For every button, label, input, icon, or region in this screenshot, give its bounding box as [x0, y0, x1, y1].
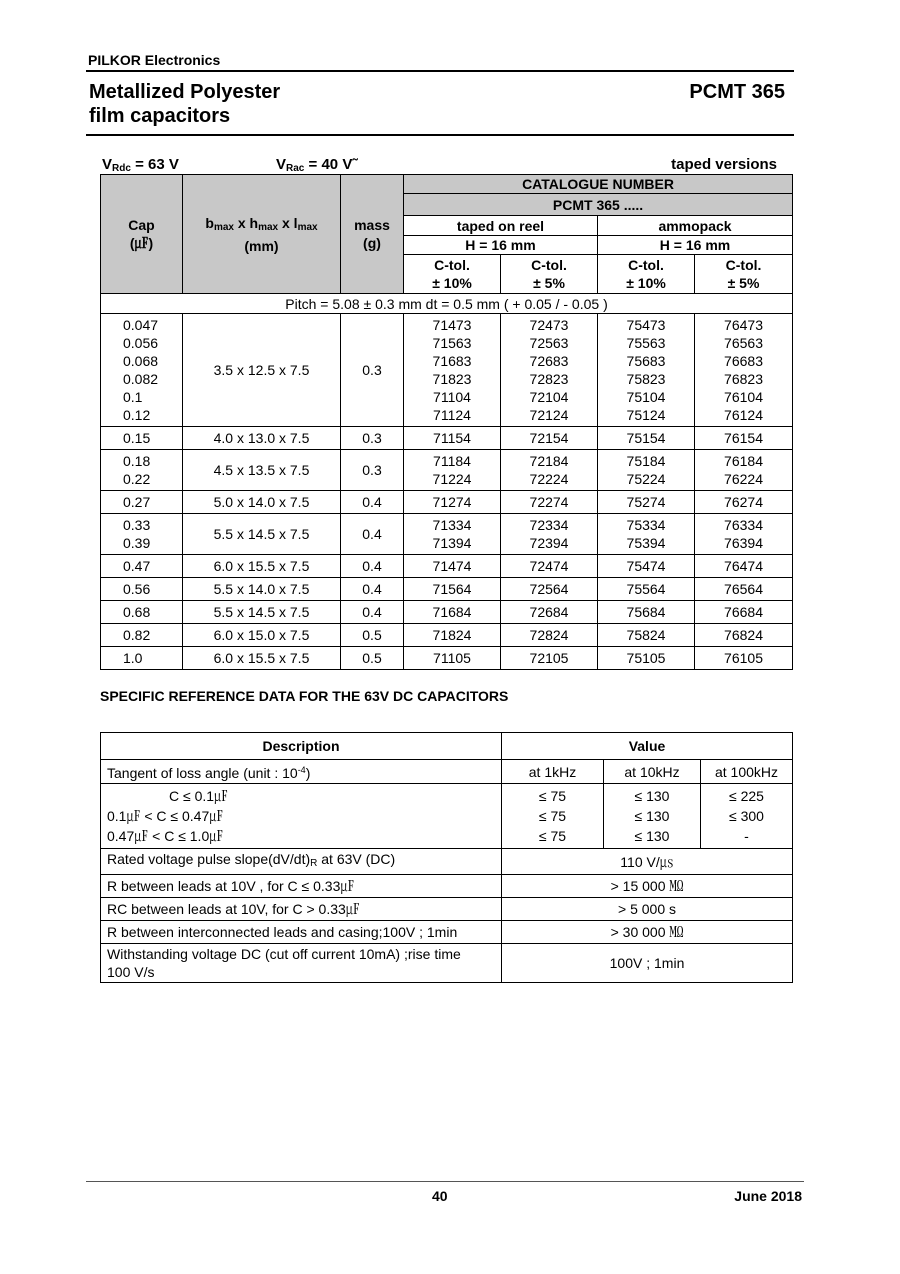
ammo-tol10-codes: 75474 — [598, 555, 695, 578]
reel-tol10-codes: 71473 71563 71683 71823 71104 71124 — [404, 314, 501, 427]
header-reel-tol5: C-tol. ± 5% — [501, 255, 598, 294]
product-title-line2: film capacitors — [89, 105, 231, 127]
reel-tol10-codes: 71824 — [404, 624, 501, 647]
table-row — [101, 514, 793, 555]
casing-resistance-label: R between interconnected leads and casing;100V ; 1min — [101, 921, 502, 944]
reel-tol10-codes: 71684 — [404, 601, 501, 624]
tan-delta-10khz-values: ≤ 130 ≤ 130 ≤ 130 — [604, 784, 701, 849]
table-row — [101, 555, 793, 578]
mass: 0.3 — [341, 427, 404, 450]
rated-ac-voltage: $V_{Rac} = 40$ V˜ — [276, 156, 358, 174]
ammo-tol10-codes: 75334 75394 — [598, 514, 695, 555]
tan-delta-100khz-values: ≤ 225 ≤ 300 - — [701, 784, 793, 849]
header-cap: Cap (㎌) — [101, 175, 183, 294]
time-constant-value: > 5 000 s — [502, 898, 793, 921]
time-constant-label: RC between leads at 10V, for C > 0.33㎌ — [101, 898, 502, 921]
withstanding-voltage-value: 100V ; 1min — [502, 944, 793, 983]
dimensions: 6.0 x 15.5 x 7.5 — [183, 647, 341, 670]
dimensions: 5.5 x 14.0 x 7.5 — [183, 578, 341, 601]
cap-values: 0.82 — [101, 624, 183, 647]
header-rule-bottom — [86, 134, 794, 136]
header-catalogue-number: CATALOGUE NUMBER — [404, 175, 793, 194]
pitch-row: Pitch = 5.08 ± 0.3 mm dt = 0.5 mm ( + 0.05 / - 0.05 ) — [101, 294, 793, 314]
mass: 0.4 — [341, 601, 404, 624]
header-ammo-tol5: C-tol. ± 5% — [695, 255, 793, 294]
tan-delta-conditions: C ≤ 0.1㎌ 0.1㎌ < C ≤ 0.47㎌ 0.47㎌ < C ≤ 1.0㎌ — [101, 784, 502, 849]
spec-section-title: SPECIFIC REFERENCE DATA FOR THE 63V DC CAPACITORS — [100, 688, 509, 704]
header-value: Value — [502, 733, 793, 760]
publication-date: June 2018 — [734, 1188, 802, 1204]
footer-rule — [86, 1181, 804, 1182]
mass: 0.3 — [341, 450, 404, 491]
ammo-tol10-codes: 75105 — [598, 647, 695, 670]
ammo-tol5-codes: 76184 76224 — [695, 450, 793, 491]
reel-tol5-codes: 72184 72224 — [501, 450, 598, 491]
page-number: 40 — [432, 1188, 448, 1204]
model-number: PCMT 365 — [689, 81, 785, 103]
reference-data-table — [100, 732, 793, 983]
cap-values: 0.47 — [101, 555, 183, 578]
ammo-tol10-codes: 75184 75224 — [598, 450, 695, 491]
table-row — [101, 647, 793, 670]
header-series: PCMT 365 ..... — [404, 194, 793, 216]
header-dimensions: $b_{max}$ x $h_{max}$ x $l_{max}$ (mm) — [183, 175, 341, 294]
header-ammo-height: H = 16 mm — [598, 236, 793, 255]
table-row — [101, 427, 793, 450]
reel-tol10-codes: 71154 — [404, 427, 501, 450]
company-name: PILKOR Electronics — [88, 52, 221, 68]
ammo-tol5-codes: 76473 76563 76683 76823 76104 76124 — [695, 314, 793, 427]
reel-tol5-codes: 72684 — [501, 601, 598, 624]
reel-tol5-codes: 72824 — [501, 624, 598, 647]
reel-tol10-codes: 71105 — [404, 647, 501, 670]
reel-tol10-codes: 71334 71394 — [404, 514, 501, 555]
cap-values: 0.18 0.22 — [101, 450, 183, 491]
table-row — [101, 491, 793, 514]
reel-tol10-codes: 71274 — [404, 491, 501, 514]
dimensions: 5.5 x 14.5 x 7.5 — [183, 601, 341, 624]
cap-values: 0.27 — [101, 491, 183, 514]
header-reel-height: H = 16 mm — [404, 236, 598, 255]
dimensions: 5.0 x 14.0 x 7.5 — [183, 491, 341, 514]
table-row — [101, 450, 793, 491]
ammo-tol10-codes: 75684 — [598, 601, 695, 624]
ammo-tol10-codes: 75824 — [598, 624, 695, 647]
ammo-tol10-codes: 75564 — [598, 578, 695, 601]
reel-tol5-codes: 72474 — [501, 555, 598, 578]
ammo-tol10-codes: 75274 — [598, 491, 695, 514]
tan-delta-1khz-values: ≤ 75 ≤ 75 ≤ 75 — [502, 784, 604, 849]
cap-values: 0.047 0.056 0.068 0.082 0.1 0.12 — [101, 314, 183, 427]
header-mass: mass (g) — [341, 175, 404, 294]
cap-values: 0.15 — [101, 427, 183, 450]
ammo-tol5-codes: 76105 — [695, 647, 793, 670]
reel-tol10-codes: 71184 71224 — [404, 450, 501, 491]
ammo-tol5-codes: 76154 — [695, 427, 793, 450]
ammo-tol5-codes: 76474 — [695, 555, 793, 578]
ammo-tol5-codes: 76334 76394 — [695, 514, 793, 555]
reel-tol5-codes: 72334 72394 — [501, 514, 598, 555]
ammo-tol10-codes: 75154 — [598, 427, 695, 450]
freq-100khz: at 100kHz — [701, 760, 793, 784]
ammo-tol10-codes: 75473 75563 75683 75823 75104 75124 — [598, 314, 695, 427]
withstanding-voltage-label: Withstanding voltage DC (cut off current 10mA) ;rise time 100 V/s — [101, 944, 502, 983]
mass: 0.4 — [341, 555, 404, 578]
insulation-resistance-label: R between leads at 10V , for C ≤ 0.33㎌ — [101, 875, 502, 898]
header-description: Description — [101, 733, 502, 760]
dimensions: 3.5 x 12.5 x 7.5 — [183, 314, 341, 427]
cap-values: 1.0 — [101, 647, 183, 670]
table-row — [101, 314, 793, 427]
reel-tol5-codes: 72154 — [501, 427, 598, 450]
header-rule-top — [86, 70, 794, 72]
ammo-tol5-codes: 76684 — [695, 601, 793, 624]
catalogue-body — [101, 314, 793, 670]
insulation-resistance-value: > 15 000 ㏁ — [502, 875, 793, 898]
mass: 0.5 — [341, 647, 404, 670]
dimensions: 5.5 x 14.5 x 7.5 — [183, 514, 341, 555]
header-ammopack: ammopack — [598, 216, 793, 236]
pulse-slope-label: Rated voltage pulse $slope(dV/dt)_R$ at 63V (DC) — [101, 849, 502, 875]
freq-10khz: at 10kHz — [604, 760, 701, 784]
reel-tol5-codes: 72105 — [501, 647, 598, 670]
reel-tol10-codes: 71564 — [404, 578, 501, 601]
mass: 0.4 — [341, 514, 404, 555]
casing-resistance-value: > 30 000 ㏁ — [502, 921, 793, 944]
ammo-tol5-codes: 76274 — [695, 491, 793, 514]
dimensions: 4.0 x 13.0 x 7.5 — [183, 427, 341, 450]
header-reel-tol10: C-tol. ± 10% — [404, 255, 501, 294]
dimensions: 4.5 x 13.5 x 7.5 — [183, 450, 341, 491]
mass: 0.4 — [341, 491, 404, 514]
catalogue-table — [100, 174, 793, 670]
cap-values: 0.33 0.39 — [101, 514, 183, 555]
mass: 0.4 — [341, 578, 404, 601]
table-row — [101, 601, 793, 624]
mass: 0.5 — [341, 624, 404, 647]
dimensions: 6.0 x 15.0 x 7.5 — [183, 624, 341, 647]
reel-tol10-codes: 71474 — [404, 555, 501, 578]
table-row — [101, 624, 793, 647]
version-label: taped versions — [671, 156, 777, 173]
product-title-line1: Metallized Polyester — [89, 81, 281, 103]
freq-1khz: at 1kHz — [502, 760, 604, 784]
rated-dc-voltage: $V_{Rdc} = 63$ V — [102, 156, 179, 174]
table-row — [101, 578, 793, 601]
cap-values: 0.56 — [101, 578, 183, 601]
ammo-tol5-codes: 76564 — [695, 578, 793, 601]
reel-tol5-codes: 72564 — [501, 578, 598, 601]
tan-delta-label: Tangent of loss angle (unit : $10^{-4}$) — [101, 760, 502, 784]
cap-values: 0.68 — [101, 601, 183, 624]
ammo-tol5-codes: 76824 — [695, 624, 793, 647]
reel-tol5-codes: 72473 72563 72683 72823 72104 72124 — [501, 314, 598, 427]
header-taped-on-reel: taped on reel — [404, 216, 598, 236]
header-ammo-tol10: C-tol. ± 10% — [598, 255, 695, 294]
dimensions: 6.0 x 15.5 x 7.5 — [183, 555, 341, 578]
reel-tol5-codes: 72274 — [501, 491, 598, 514]
mass: 0.3 — [341, 314, 404, 427]
pulse-slope-value: 110 V/㎲ — [502, 849, 793, 875]
